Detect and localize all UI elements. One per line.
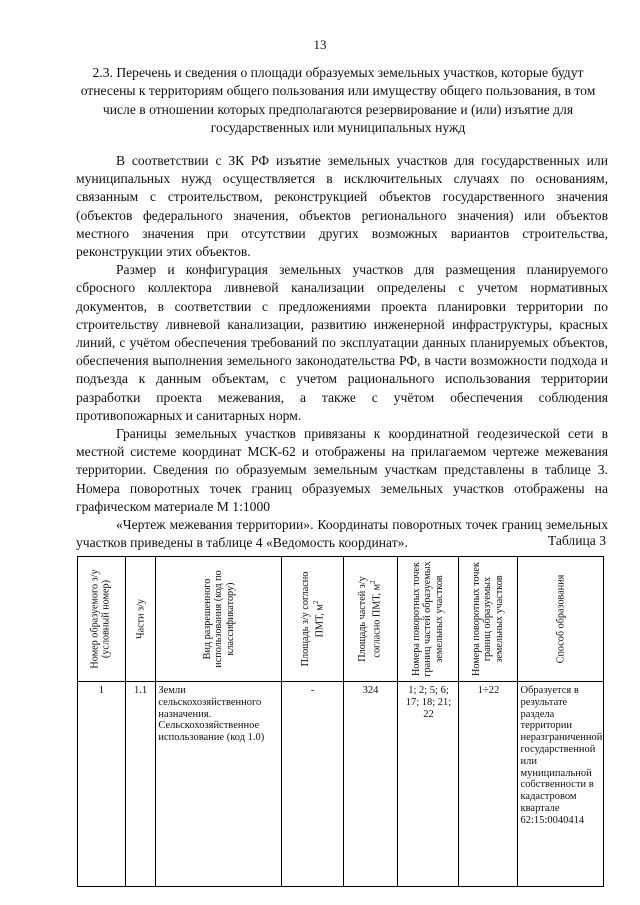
unit-superscript: 2: [369, 580, 378, 584]
header-cell: Номера поворотных точек границ частей образуемых земельных участков: [411, 561, 446, 677]
cell-number: 1: [78, 682, 126, 887]
header-cell-with-unit: [299, 560, 325, 678]
paragraph: Границы земельных участков привязаны к координатной геодезической сети в местной системе координат МСК-62 и отображены на прилагаемом чертеже межевания территории. Сведения по образуемым земельным участкам представлены в таблице 3. Номера поворотных точек границ образуемых земельных участков отображены на графическом материале М 1:1000: [76, 426, 608, 514]
cell-area: -: [282, 682, 343, 887]
section-heading: 2.3. Перечень и сведения о площади образуемых земельных участков, которые будут отнесены к территориям общего пользования или имуществу общего пользования, в том числе в отношении которых предполагаются резервирование и (или) изъятие для государственных или муниципальных нужд: [80, 65, 596, 136]
table-row: [78, 682, 604, 887]
header-cell: Номер образуемого з/у (условный номер): [90, 569, 113, 669]
cell-part: 1.1: [125, 682, 156, 887]
header-text: Площадь частей з/у согласно ПМТ, м: [357, 576, 384, 662]
paragraph: «Чертеж межевания территории». Координаты поворотных точек границ земельных участков приведены в таблице 4 «Ведомость координат».: [76, 517, 608, 551]
paragraph: В соответствии с ЗК РФ изъятие земельных участков для государственных или муниципальных нужд осуществляется в исключительных случаях по основаниям, связанным с строительством, реконструкцией объектов государственного значения (объектов федерального значения, объектов регионального значения) или объектов местного значения при отсутствии других возможных вариантов строительства, реконструкции этих объектов.: [76, 153, 608, 260]
header-cell: Части з/у: [134, 598, 146, 640]
cell-method: Образуется в результате раздела территории неразграниченной государственной или муниципальной собственности в кадастровом квартале 62:15:0040414: [518, 682, 604, 887]
land-plots-table: [77, 556, 604, 887]
header-cell: Вид разрешенного использования (код по классификатору): [201, 570, 236, 668]
header-text: Площадь з/у согласно ПМТ, м: [299, 571, 326, 667]
header-cell-with-unit: [357, 560, 383, 678]
cell-points: 1÷22: [459, 682, 518, 887]
cell-part-points: 1; 2; 5; 6; 17; 18; 21; 22: [398, 682, 459, 887]
unit-superscript: 2: [311, 600, 320, 605]
header-cell: Способ образования: [555, 574, 567, 664]
table-header-row: [78, 557, 604, 682]
body-text: [76, 152, 608, 552]
page-number: 13: [313, 37, 327, 52]
table-caption: Таблица 3: [547, 533, 606, 548]
cell-part-area: 324: [343, 682, 398, 887]
header-cell: Номера поворотных точек границ образуемых земельных участков: [471, 562, 506, 676]
paragraph: Размер и конфигурация земельных участков для размещения планируемого сбросного коллектора ливневой канализации определены с учетом нормативных документов, в соответствии с предложениями проекта планировки территории по строительству ливневой канализации, развитию инженерной инфраструктуры, красных линий, с учётом обеспечения требований по эксплуатации данных планируемых объектов, обеспечения выполнения земельного законодательства РФ, в части возможности подхода и подъезда к данным объектам, с учетом рационального использования территории разработки проекта межевания, а также с учётом обеспечения соблюдения противопожарных и санитарных норм.: [76, 262, 608, 423]
cell-use: Земли сельскохозяйственного назначения. Сельскохозяйственное использование (код 1.0): [156, 682, 282, 887]
